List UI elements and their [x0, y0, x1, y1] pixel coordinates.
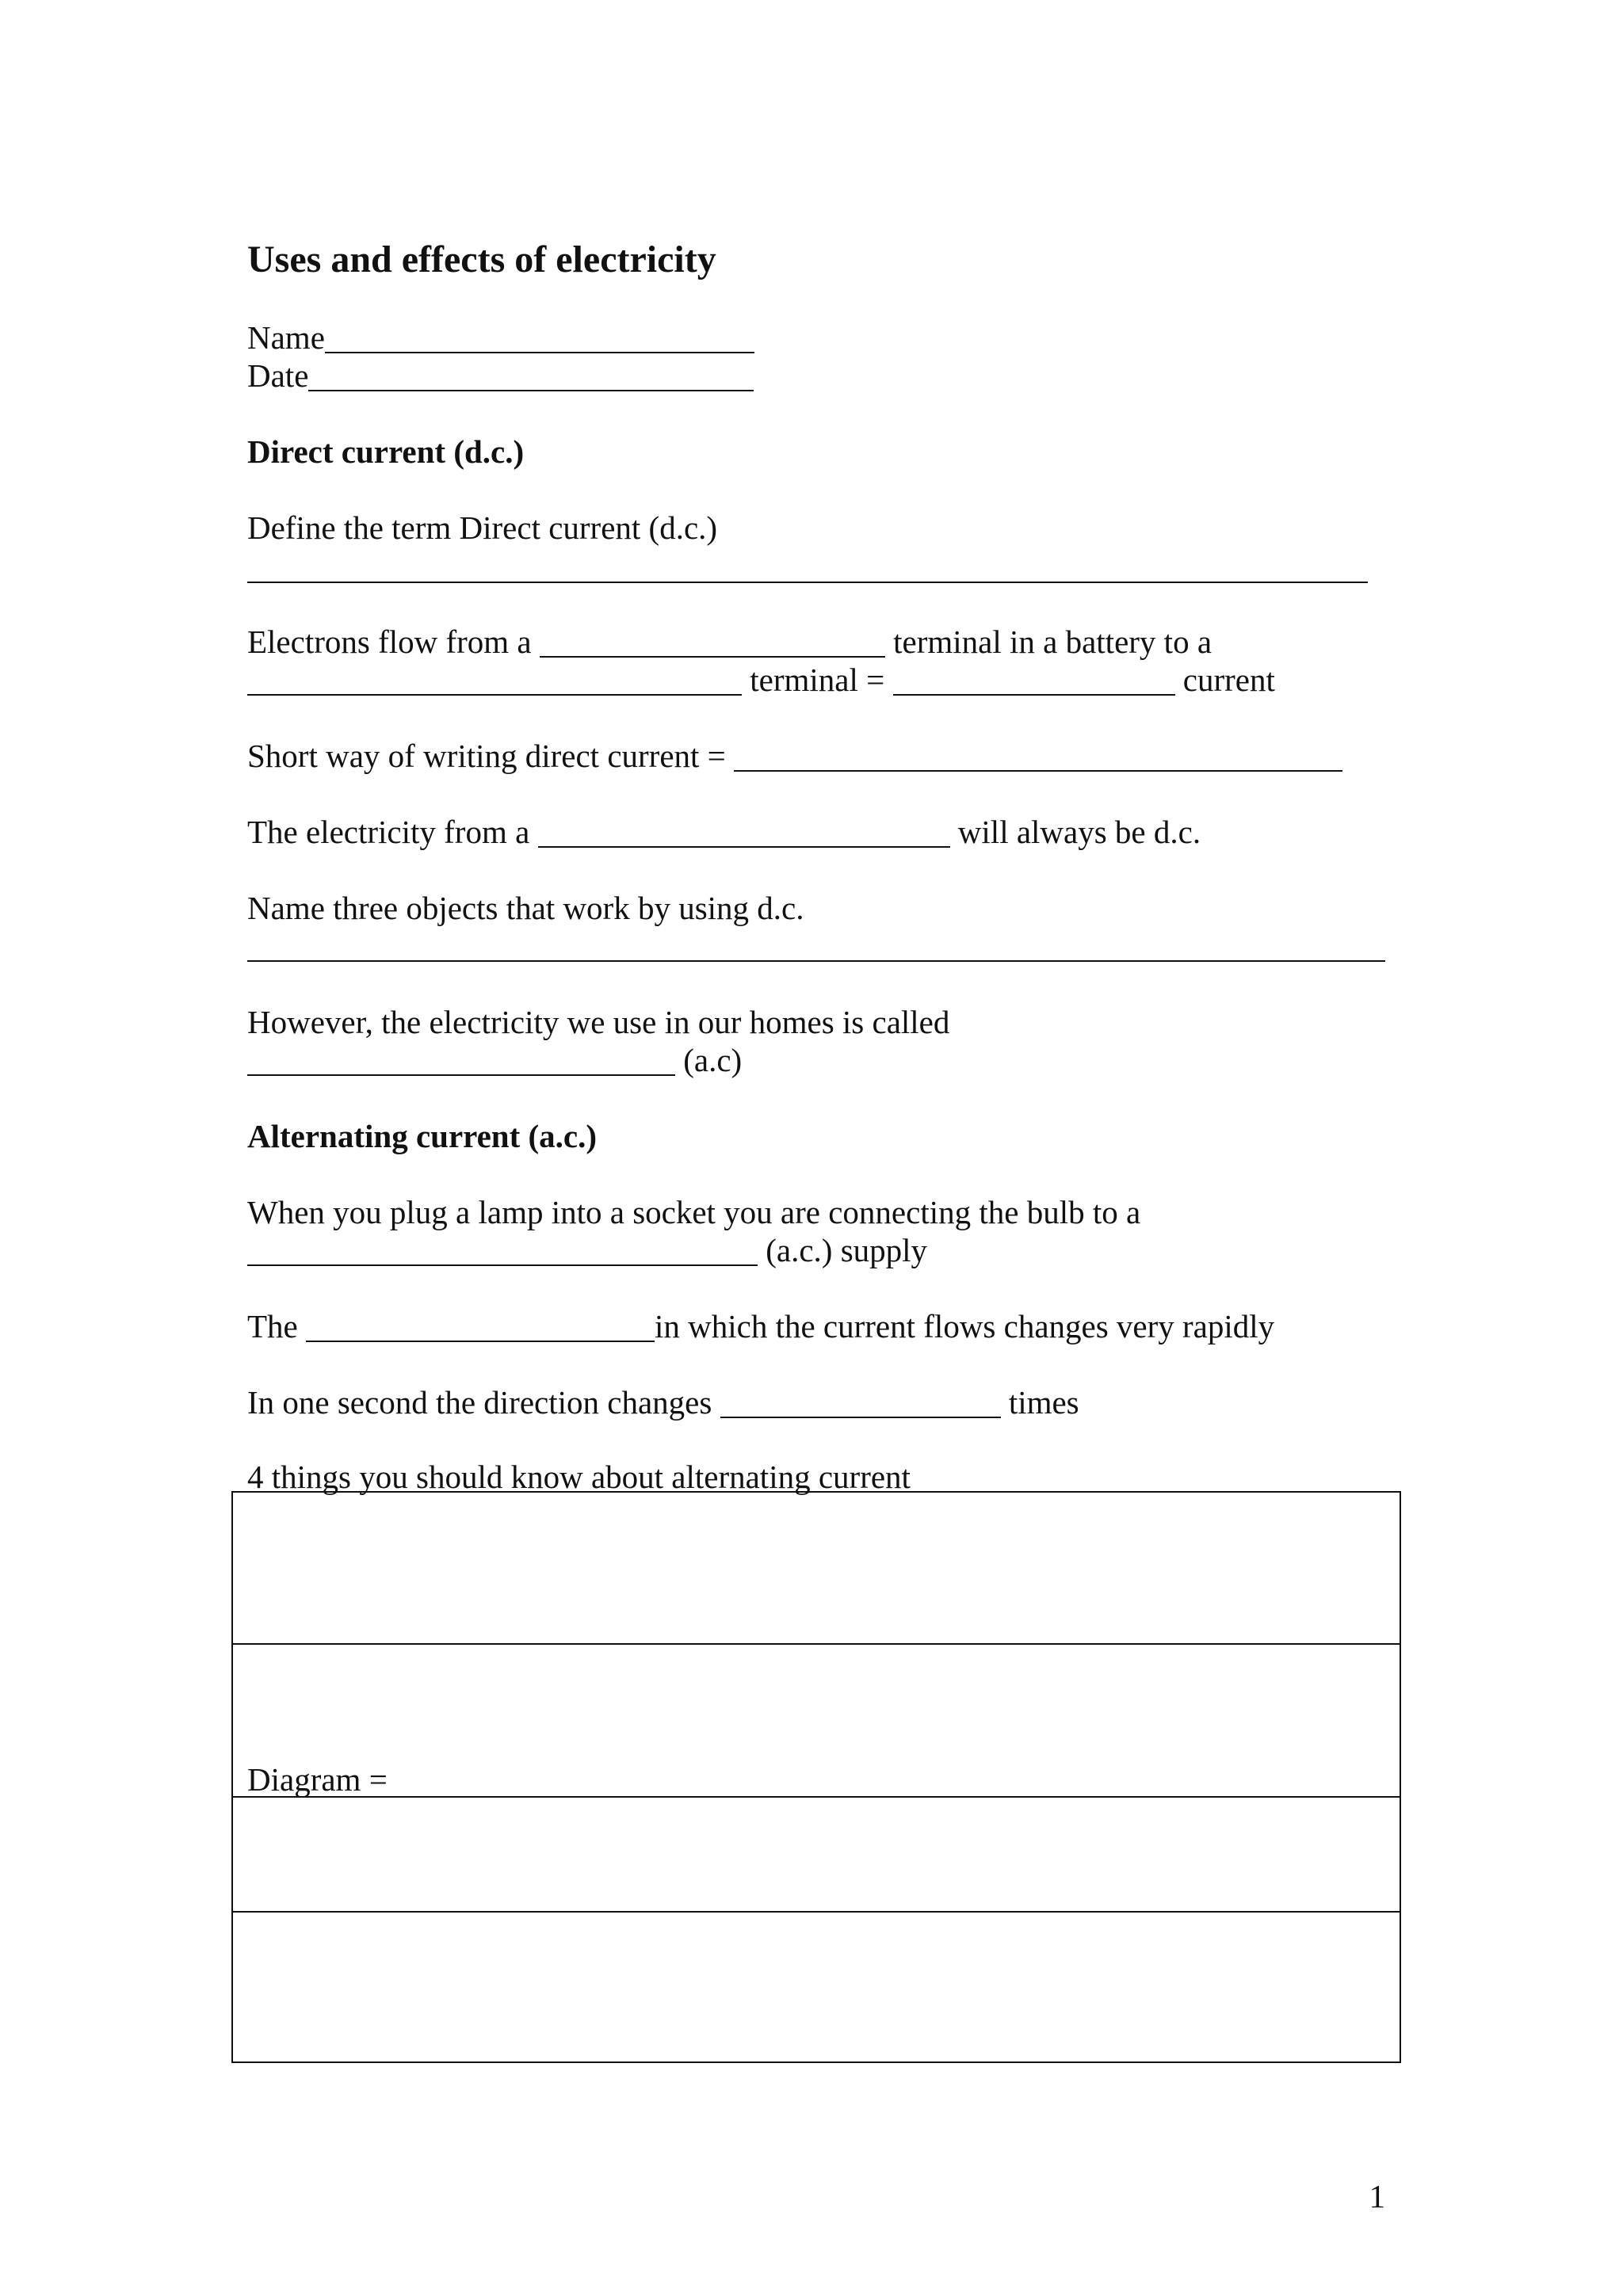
however-text-2: (a.c)	[683, 1042, 743, 1078]
electrons-text-3: terminal =	[750, 662, 885, 698]
electrons-blank-2[interactable]	[247, 666, 742, 696]
short-way-blank[interactable]	[734, 742, 1342, 772]
table-divider-3	[233, 1911, 1400, 1913]
name-blank[interactable]	[325, 323, 754, 353]
short-way-row	[247, 737, 1342, 775]
electrons-blank-1[interactable]	[540, 627, 885, 658]
however-line-1: However, the electricity we use in our homes is called	[247, 1004, 950, 1040]
direction-blank[interactable]	[306, 1312, 655, 1342]
plug-line-1: When you plug a lamp into a socket you are connecting the bulb to a	[247, 1194, 1141, 1230]
electrons-text-2: terminal in a battery to a	[893, 624, 1212, 660]
one-second-text-2: times	[1008, 1384, 1079, 1421]
page-title: Uses and effects of electricity	[247, 238, 716, 280]
four-things-prompt: 4 things you should know about alternating current	[247, 1459, 911, 1495]
ac-heading: Alternating current (a.c.)	[247, 1118, 598, 1154]
date-blank[interactable]	[308, 361, 754, 391]
one-second-row	[247, 1383, 1079, 1421]
define-answer-line[interactable]	[247, 582, 1368, 583]
direction-text-2: in which the current flows changes very rapidly	[655, 1308, 1275, 1344]
page-number: 1	[1369, 2178, 1385, 2214]
plug-text-2: (a.c.) supply	[766, 1232, 928, 1268]
plug-row-2	[247, 1231, 927, 1269]
diagram-label: Diagram =	[247, 1761, 388, 1798]
name-three-answer-line[interactable]	[247, 960, 1385, 962]
however-row-2	[247, 1041, 742, 1079]
electrons-row-2	[247, 661, 1275, 699]
table-divider-1	[233, 1643, 1400, 1645]
date-row	[247, 357, 754, 395]
direction-text-1: The	[247, 1308, 298, 1344]
define-prompt: Define the term Direct current (d.c.)	[247, 509, 718, 546]
electrons-text-4: current	[1182, 662, 1275, 698]
electrons-row-1	[247, 623, 1212, 661]
electricity-from-row	[247, 813, 1201, 851]
dc-heading: Direct current (d.c.)	[247, 433, 525, 470]
however-blank[interactable]	[247, 1046, 675, 1076]
date-label: Date	[247, 357, 309, 394]
one-second-blank[interactable]	[720, 1388, 1001, 1418]
name-label: Name	[247, 319, 325, 356]
short-way-text: Short way of writing direct current =	[247, 738, 726, 774]
plug-blank[interactable]	[247, 1236, 758, 1266]
electricity-from-text-1: The electricity from a	[247, 814, 530, 850]
four-things-table	[231, 1491, 1401, 2063]
name-row	[247, 318, 754, 357]
electricity-from-blank[interactable]	[538, 818, 950, 848]
name-three-prompt: Name three objects that work by using d.c.	[247, 890, 804, 926]
direction-row	[247, 1307, 1274, 1345]
electrons-text-1: Electrons flow from a	[247, 624, 532, 660]
table-divider-2	[233, 1796, 1400, 1798]
electrons-blank-3[interactable]	[893, 666, 1175, 696]
electricity-from-text-2: will always be d.c.	[957, 814, 1201, 850]
one-second-text-1: In one second the direction changes	[247, 1384, 712, 1421]
